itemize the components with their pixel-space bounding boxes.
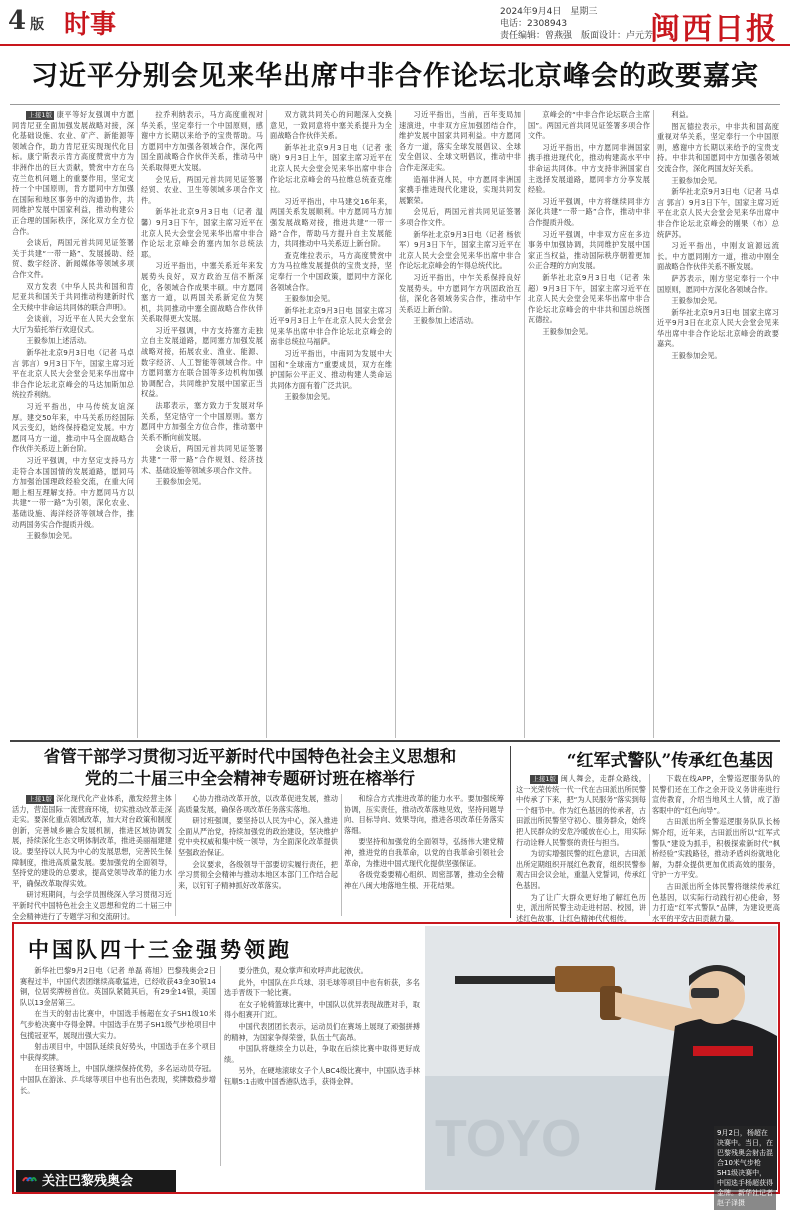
paragraph — [657, 296, 779, 307]
paragraph-text: 萨苏表示，刚方坚定奉行一个中国原则，愿同中方深化各领域合作。 — [657, 273, 779, 294]
paragraph-text: 拉乔利纳表示，马方高度重视对华关系，坚定奉行一个中国原则，感谢中方长期以来给予的宝贵帮助。马方愿同中方加强各领域合作，深化两国全面战略合作伙伴关系，推动马中关系取得更大发展。 — [141, 110, 263, 172]
paragraph-text: 习近平指出，中南同为发展中大国和“全球南方”重要成员，双方在维护国际公平正义、推动构建人类命运共同体方面有着广泛共识。 — [270, 349, 392, 390]
divider — [341, 794, 342, 916]
paragraph — [20, 1042, 216, 1063]
paragraph — [20, 1009, 216, 1041]
paragraph — [399, 175, 521, 207]
paragraph — [657, 351, 779, 362]
paragraph-text: 造福非洲人民，中方愿同非洲国家携手推进现代化建设，实现共同发展繁荣。 — [399, 174, 521, 205]
paragraph — [516, 849, 646, 891]
paragraph — [141, 207, 263, 260]
divider — [220, 966, 221, 1166]
section-name: 时事 — [64, 10, 117, 40]
paragraph — [178, 794, 338, 815]
paragraph — [141, 261, 263, 325]
background-lettering: TOYO — [435, 1110, 582, 1168]
paragraph-text: 新华社北京9月3日电（记者 马卓言 郭言）9月3日下午，国家主席习近平在北京人民大会堂会见来华出席中非合作论坛北京峰会的刚果（布）总统萨苏。 — [657, 187, 779, 239]
paragraph-text: 会谈后，两国元首共同见证签署共建“一带一路”合作规划、经济技术、基础设施等领域多项合作文件。 — [141, 444, 263, 475]
article-column — [657, 110, 779, 738]
divider — [10, 740, 780, 742]
paragraph-text: 为了让广大群众更好地了解红色历史，派出所民警主动走进村居、校园，讲述红色故事，让红色精神代代相传。 — [516, 892, 646, 923]
paragraph — [270, 306, 392, 348]
article-column — [224, 966, 420, 1188]
paragraph — [528, 110, 650, 142]
paragraph — [270, 197, 392, 250]
paragraph-text: 习近平强调，中方将继续同非方深化共建“一带一路”合作，推动中非合作提质升级。 — [528, 196, 650, 227]
article-headline: 习近平分别会见来华出席中非合作论坛北京峰会的政要嘉宾 — [31, 61, 759, 92]
paragraph-text: 京峰会的“中非合作论坛联合主席国”。两国元首共同见证签署多项合作文件。 — [528, 110, 650, 141]
paragraph-text: 射击项目中，中国队延续良好势头，中国选手在多个项目中获得奖牌。 — [20, 1042, 216, 1062]
paragraph-text: 新华社北京9月3日电 国家主席习近平9月3日上午在北京人民大会堂会见来华出席中非合作论坛北京峰会的南非总统拉马福萨。 — [270, 305, 392, 347]
paragraph — [224, 1000, 420, 1021]
paragraph-text: 法耶表示，塞方致力于发展对华关系，坚定恪守一个中国原则。塞方愿同中方加强全方位合作，推动塞中关系不断向前发展。 — [141, 401, 263, 442]
continued-kicker: 上接1版 — [28, 795, 53, 803]
paragraph — [141, 175, 263, 207]
editors: 责任编辑：曾燕强 版面设计：卢元芳 — [500, 31, 654, 41]
paragraph — [528, 230, 650, 272]
paragraph-text: 会谈后，两国元首共同见证签署关于共建“一带一路”、发展援助、经贸、数字经济、新闻媒体等领域多项合作文件。 — [12, 238, 134, 279]
paragraph — [20, 966, 216, 1008]
divider — [510, 746, 511, 918]
paragraph — [12, 402, 134, 455]
paragraph-text: 新华社北京9月3日电（记者 杨依军）9月3日下午，国家主席习近平在北京人民大会堂会见来华出席中非合作论坛北京峰会的乍得总统代比。 — [399, 229, 521, 271]
article-column — [178, 794, 338, 916]
divider — [653, 110, 654, 738]
paragraph-text: 王毅参加会见。 — [671, 296, 722, 306]
paragraph — [178, 816, 338, 858]
paragraph-text: 研讨班强调，要坚持以人民为中心，深入推进全面从严治党，持续加强党的政治建设，坚决维护党中央权威和集中统一领导，为全面深化改革提供坚强政治保证。 — [178, 816, 338, 857]
paragraph-text: 习近平指出，中马建交16年来，两国关系发展顺利。中方愿同马方加强发展战略对接，推进共建“一带一路”合作，帮助马方提升自主发展能力，共同推动中马关系迈上新台阶。 — [270, 196, 392, 249]
paragraph — [528, 273, 650, 326]
paragraph — [141, 477, 263, 488]
paragraph-text: 图瓦德拉表示，中非共和国高度重视对华关系，坚定奉行一个中国原则，感谢中方长期以来给予的宝贵支持。中非共和国愿同中方加强各领域交流合作，深化两国友好关系。 — [657, 121, 779, 173]
paragraph — [12, 238, 134, 280]
phone: 电话：2308943 — [500, 19, 568, 29]
paragraph-text: 习近平强调，中非双方应在多边事务中加强协调，共同维护发展中国家正当权益，推动国际秩序朝着更加公正合理的方向发展。 — [528, 229, 650, 271]
paragraph — [657, 176, 779, 187]
paragraph — [528, 327, 650, 338]
paragraph — [399, 207, 521, 228]
paragraph-text: 王毅参加会见。 — [155, 477, 206, 487]
paragraph-text: 利益。 — [671, 110, 693, 119]
paragraph-text: 会谈前，习近平在人民大会堂东大厅为茹托举行欢迎仪式。 — [12, 314, 134, 334]
paragraph — [12, 336, 134, 347]
paragraph-text: 王毅参加会见。 — [671, 351, 722, 361]
paragraph — [270, 294, 392, 305]
paragraph-text: 王毅参加会见。 — [542, 326, 593, 336]
paragraph-text: 深化现代化产业体系，激发经营主体活力，营造国际一流营商环境，切实推动改革走深走实。要深化重点领域改革，加大对台政策和制度创新，完善城乡融合发展机制，推进区域协调发展，持续深化生态文明体制改革，推进美丽福建建设。要坚持以人民为中心的发展思想，完善民生保障制度，推进高质量发展。要加强党的全面领导，坚持党的建设的总要求，提高党领导改革的能力水平，确保改革取得实效。 — [12, 794, 172, 888]
paragraph — [528, 143, 650, 196]
paragraph-text: 新华社北京9月3日电（记者 张晓）9月3日上午，国家主席习近平在北京人民大会堂会见来华出席中非合作论坛北京峰会的马拉维总统查克维拉。 — [270, 142, 392, 195]
paragraph-text: 习近平指出，中刚友谊源远流长。中方愿同刚方一道，推动中刚全面战略合作伙伴关系不断发展。 — [657, 241, 779, 272]
article-column — [141, 110, 263, 738]
paragraph-text: 闽人舞会，走群众路线，这一光荣传统一代一代在古田派出所民警中传承了下来，把“为人民服务”落实到每一个细节中。作为红色基因的传承者，古田派出所民警坚守初心、服务群众，始终把人民群众的安危冷暖放在心上，用实际行动诠释人民警察的责任与担当。 — [516, 774, 646, 847]
divider — [524, 110, 525, 738]
paragraph-text: 康平等好友强调中方愿同肯尼亚全面加强发展战略对接，深化基础设施、农业、矿产、新能源等领域合作，助力肯尼亚实现现代化目标。康宁斯表示肯方高度赞赏中方为非洲作出的巨大贡献，赞赏中方在乌克兰危机问题上的重要作用，坚定支持一个中国原则，肯方愿同中方加强在国际和地区事务中的沟通协作，共同维护发展中国家利益，推动构建公正合理的国际秩序，深化双方全方位合作。 — [12, 110, 134, 236]
paragraph-text: 另外，在硬地滚球女子个人BC4级比赛中，中国队选手林钰顺5:1击败中国香港队选手，获得金牌。 — [224, 1066, 420, 1086]
article-column — [528, 110, 650, 738]
paragraph-text: 古田派出所全体民警将继续传承红色基因，以实际行动践行初心使命，努力打造“红军式警队”品牌，为建设更高水平的平安古田贡献力量。 — [652, 881, 780, 923]
paragraph-text: 王毅参加会见。 — [284, 392, 335, 402]
paragraph — [657, 122, 779, 175]
paragraph — [516, 774, 646, 848]
paragraph-text: 研讨班期间，与会学员围绕深入学习贯彻习近平新时代中国特色社会主义思想和党的二十届三中全会精神进行了专题学习和交流研讨。 — [12, 890, 172, 921]
paragraph — [270, 110, 392, 142]
paragraph — [12, 531, 134, 542]
article-headline — [40, 746, 460, 790]
paragraph — [399, 230, 521, 272]
paragraph — [12, 794, 172, 889]
paragraph — [141, 110, 263, 174]
paragraph — [399, 110, 521, 174]
paragraph-text: 习近平指出，中方愿同非洲国家携手推进现代化，推动构建高水平中非命运共同体。中方支持非洲国家自主选择发展道路，愿同非方分享发展经验。 — [528, 142, 650, 195]
paragraph — [20, 1064, 216, 1096]
paragraph — [528, 197, 650, 229]
masthead-info — [500, 6, 653, 42]
paragraph — [399, 316, 521, 327]
continued-kicker: 上接1版 — [28, 111, 53, 119]
paragraph-text: 各级党委要精心组织、周密部署，推动全会精神在八闽大地落地生根、开花结果。 — [344, 870, 504, 890]
article-column — [20, 966, 216, 1166]
paragraph-text: 会见后，两国元首共同见证签署经贸、农业、卫生等领域多项合作文件。 — [141, 174, 263, 205]
paragraph — [657, 274, 779, 295]
paragraph — [224, 1066, 420, 1087]
divider — [137, 110, 138, 738]
paragraph — [652, 882, 780, 924]
paragraph — [652, 817, 780, 881]
paragraph — [224, 1022, 420, 1043]
paragraph — [12, 314, 134, 335]
article-column — [399, 110, 521, 738]
paragraph-text: 王毅参加会见。 — [284, 294, 335, 304]
paragraph-text: 中国队将继续全力以赴，争取在后续比赛中取得更好成绩。 — [224, 1044, 420, 1064]
paragraph-text: 新华社巴黎9月2日电（记者 单磊 蒋旭）巴黎残奥会2日赛程过半，中国代表团继续高歌猛进，已经收获43金30银14铜，位居奖牌榜首位。英国队紧随其后，有29金14银，美国队以13金居第三。 — [20, 966, 216, 1007]
paragraph — [344, 837, 504, 869]
article-column — [12, 794, 172, 921]
paragraph-text: 中国代表团团长表示，运动员们在赛场上展现了顽强拼搏的精神，为国家争得荣誉，队伍士气高昂。 — [224, 1021, 420, 1042]
paragraph — [224, 1044, 420, 1065]
page-number: 4 版 — [8, 6, 45, 36]
masthead — [0, 0, 790, 46]
paragraph-text: 心协力推动改革开放，以改革促进发展，推动高质量发展，确保各项改革任务落实落地。 — [178, 794, 338, 814]
paragraph-text: 下载在线APP，全警巡逻服务队的民警们还在工作之余开设义务讲座进行宣传教育，介绍当地风土人情，成了游客眼中的“红色向导”。 — [652, 774, 780, 815]
topic-banner: 关注巴黎残奥会 — [16, 1170, 176, 1192]
paragraph-text: 古田派出所全警巡逻服务队队长杨辉介绍，近年来，古田派出所以“红军式警队”建设为抓手，积极探索新时代“枫桥经验”实践路径，推动矛盾纠纷就地化解，为群众提供更加优质高效的服务，守护一方平安。 — [652, 817, 780, 880]
paralympic-emblem-icon — [20, 1172, 38, 1190]
paragraph — [141, 444, 263, 476]
article-column — [12, 110, 134, 738]
divider — [266, 110, 267, 738]
article-headline: “红军式警队”传承红色基因 — [566, 751, 774, 771]
paragraph — [657, 308, 779, 350]
paragraph-text: 会议要求，各级领导干部要切实履行责任，把学习贯彻全会精神与推动本地区本部门工作结合起来，以钉钉子精神抓好改革落实。 — [178, 859, 338, 890]
paragraph-text: 王毅参加会见。 — [26, 531, 77, 541]
newspaper-logo: 闽西日报 — [650, 12, 778, 47]
article-column — [270, 110, 392, 738]
paragraph-text: 此外，中国队在乒乓球、羽毛球等项目中也有斩获，多名选手晋级下一轮比赛。 — [224, 977, 420, 998]
paragraph — [224, 978, 420, 999]
paragraph-text: 查克维拉表示，马方高度赞赏中方为马拉维发展提供的宝贵支持，坚定奉行一个中国政策，愿同中方深化各领域合作。 — [270, 250, 392, 292]
headline-line: 省管干部学习贯彻习近平新时代中国特色社会主义思想和 — [43, 747, 457, 766]
paragraph — [344, 794, 504, 836]
paragraph — [344, 870, 504, 891]
paragraph — [652, 774, 780, 816]
paragraph — [270, 392, 392, 403]
divider — [10, 104, 780, 105]
paragraph-text: 会见后，两国元首共同见证签署多项合作文件。 — [399, 207, 521, 227]
paragraph — [270, 143, 392, 196]
paragraph — [141, 401, 263, 443]
paragraph — [12, 890, 172, 922]
divider — [395, 110, 396, 738]
paragraph-text: 要分胜负，观众掌声和欢呼声此起彼伏。 — [238, 966, 368, 975]
article-column — [516, 774, 646, 923]
paragraph — [12, 456, 134, 530]
paragraph-text: 双方发表《中华人民共和国和肯尼亚共和国关于共同推动构建新时代全天候中非命运共同体的联合声明》。 — [12, 281, 134, 312]
paragraph-text: 新华社北京9月3日电（记者 温馨）9月3日下午，国家主席习近平在北京人民大会堂会见来华出席中非合作论坛北京峰会的塞内加尔总统法耶。 — [141, 207, 263, 259]
paragraph-text: 新华社北京9月3日电（记者 朱超）9月3日下午，国家主席习近平在北京人民大会堂会见来华出席中非合作论坛北京峰会的中非共和国总统图瓦德拉。 — [528, 272, 650, 325]
paragraph-text: 习近平强调，中方坚定支持马方走符合本国国情的发展道路，愿同马方加强治国理政经验交流，在重大问题上相互理解支持。中方愿同马方以共建“一带一路”为引领，深化农业、基础设施、海洋经济等领域合作，推动两国务实合作提质升级。 — [12, 456, 134, 529]
paragraph — [657, 241, 779, 273]
paragraph-text: 双方就共同关心的问题深入交换意见，一致同意将中塞关系提升为全面战略合作伙伴关系。 — [270, 110, 392, 141]
paragraph — [224, 966, 420, 977]
paragraph-text: 和综合方式推进改革的能力水平。要加强统筹协调，压实责任，推动改革落地见效，坚持问题导向、目标导向、效果导向，推进各项改革任务落实落细。 — [344, 794, 504, 835]
paragraph-text: 新华社北京9月3日电 国家主席习近平9月3日在北京人民大会堂会见来华出席中非合作论坛北京峰会的政要嘉宾。 — [657, 307, 779, 349]
paragraph — [141, 326, 263, 400]
paragraph-text: 王毅参加上述活动。 — [26, 336, 92, 346]
paragraph — [178, 860, 338, 892]
issue-date: 2024年9月4日 星期三 — [500, 7, 598, 17]
paragraph-text: 习近平指出，中塞关系近年来发展势头良好，双方政治互信不断深化，各领域合作成果丰硕。中方愿同塞方一道，以两国关系新定位为契机，共同推动中塞全面战略合作伙伴关系取得更大发展。 — [141, 261, 263, 324]
paragraph-text: 在田径赛场上，中国队继续保持优势，多名运动员夺冠。中国队在游泳、乒乓球等项目中也有出色表现，奖牌数稳步增长。 — [20, 1064, 216, 1095]
divider — [649, 774, 650, 916]
paragraph-text: 习近平指出，当前，百年变局加速演进，中非双方应加强团结合作，维护发展中国家共同利益。中方愿同各方一道，落实全球发展倡议、全球安全倡议、全球文明倡议，推动中非合作走深走实。 — [399, 110, 521, 172]
paragraph-text: 在当天的射击比赛中，中国选手杨超在女子SH1级10米气步枪决赛中夺得金牌。中国选手在男子SH1级气步枪项目中包揽冠亚军，展现出强大实力。 — [20, 1009, 216, 1040]
paragraph-text: 在女子轮椅篮球比赛中，中国队以优异表现战胜对手，取得小组赛开门红。 — [224, 999, 420, 1020]
paragraph-text: 习近平指出，中马传统友谊深厚。建交50年来，中马关系历经国际风云变幻，始终保持稳定发展。中方愿同马方一道，推动中马全面战略合作伙伴关系迈上新台阶。 — [12, 402, 134, 454]
paragraph — [657, 187, 779, 240]
paragraph — [270, 349, 392, 391]
paragraph-text: 王毅参加上述活动。 — [413, 316, 479, 326]
photo-caption: 9月2日，杨超在决赛中。当日，在巴黎残奥会射击混合10米气步枪SH1级决赛中，中国选手杨超获得金牌。新华社记者赵子泽摄 — [714, 1126, 776, 1210]
paragraph-text: 习近平指出，中乍关系保持良好发展势头。中方愿同乍方巩固政治互信，深化各领域务实合作，推动中乍关系迈上新台阶。 — [399, 272, 521, 314]
paragraph-text: 为切实增强民警的红色意识，古田派出所定期组织开展红色教育，组织民警参观古田会议会址，重温入党誓词，传承红色基因。 — [516, 849, 646, 890]
paragraph-text: 要坚持和加强党的全面领导，弘扬伟大建党精神，推进党的自我革命，以党的自我革命引领社会革命，为推进中国式现代化提供坚强保证。 — [344, 837, 504, 868]
paragraph — [270, 251, 392, 293]
continued-kicker: 上接1版 — [532, 775, 557, 783]
paragraph — [12, 110, 134, 237]
paragraph — [12, 282, 134, 314]
paragraph-text: 新华社北京9月3日电（记者 马卓言 郭言）9月3日下午，国家主席习近平在北京人民大会堂会见来华出席中非合作论坛北京峰会的马达加斯加总统拉乔利纳。 — [12, 348, 134, 400]
article-column — [344, 794, 504, 916]
headline-line: 党的二十届三中全会精神专题研讨班在榕举行 — [85, 769, 415, 788]
paragraph — [399, 273, 521, 315]
divider — [175, 794, 176, 916]
paragraph — [516, 893, 646, 925]
paragraph-text: 习近平强调，中方支持塞方走独立自主发展道路，愿同塞方加强发展战略对接，拓展农业、渔业、能源、数字经济、人工智能等领域合作。中方愿同塞方在联合国等多边机构加强协调配合，共同维护发展中国家正当权益。 — [141, 325, 263, 399]
paragraph — [657, 110, 779, 121]
article-column — [652, 774, 780, 923]
paragraph — [12, 348, 134, 401]
article-headline: 中国队四十三金强势领跑 — [28, 937, 292, 962]
paragraph-text: 王毅参加会见。 — [671, 175, 722, 185]
